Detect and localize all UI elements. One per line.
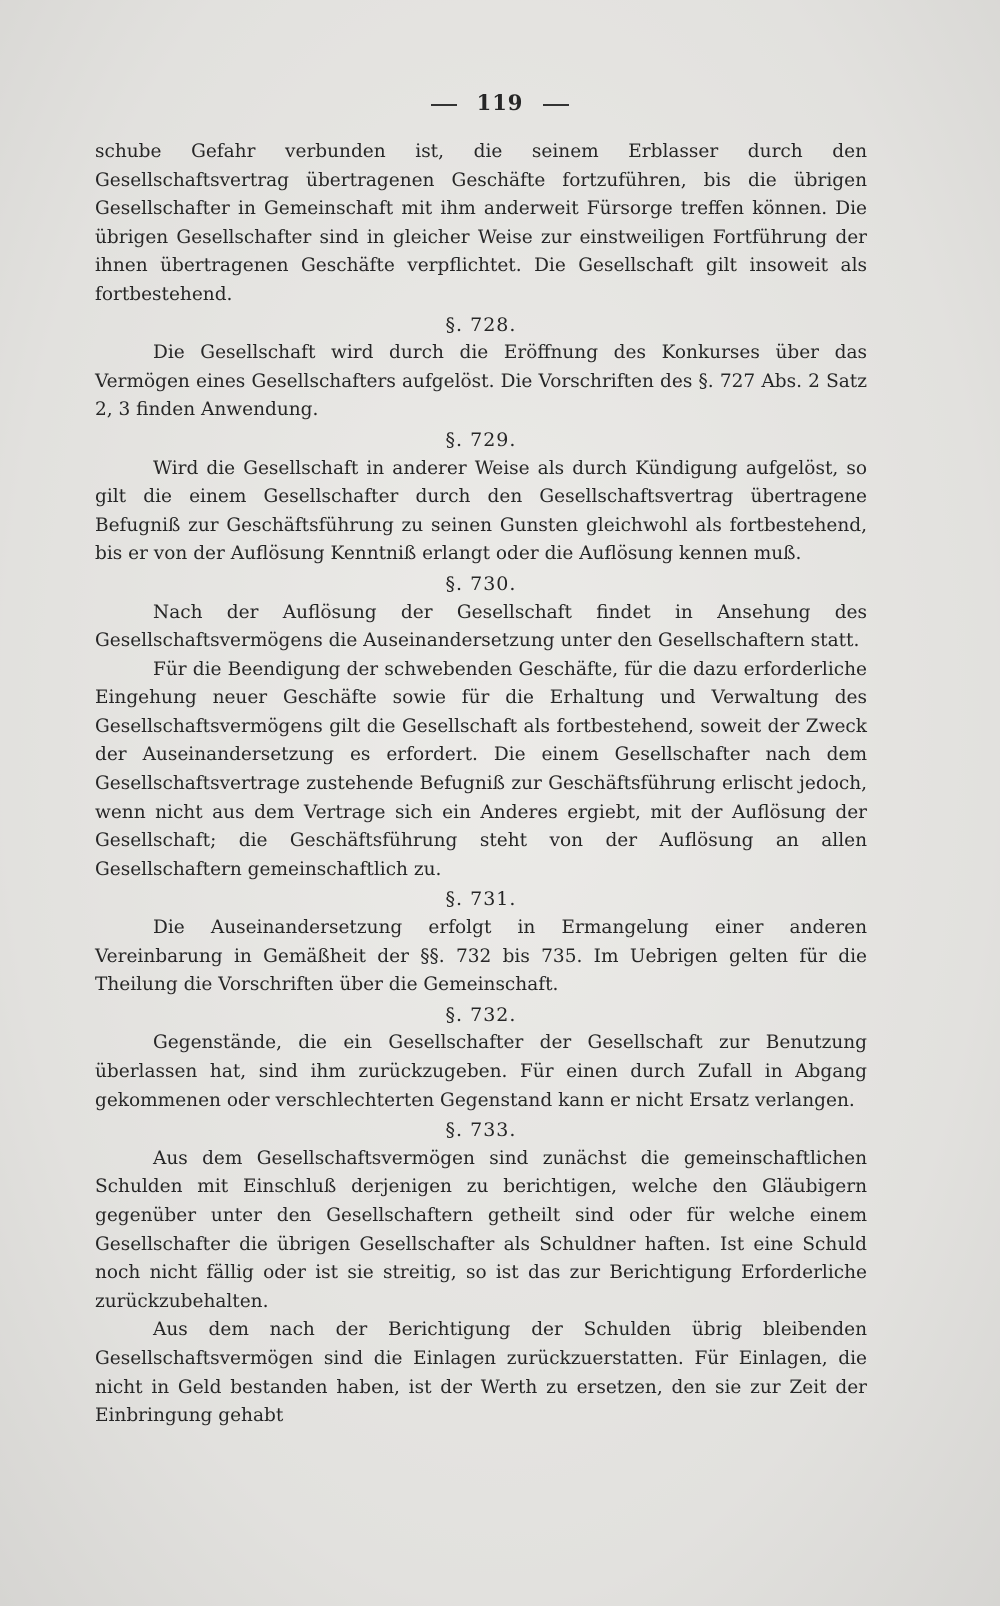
page-header: [0, 90, 1000, 115]
section-heading: §. 728.: [445, 313, 517, 336]
paragraph: Gegenstände, die ein Gesellschafter der Gesellschaft zur Benutzung überlassen hat, sind ihm zurückzugeben. Für einen durch Zufall in Abgang gekommenen oder verschlechterten Gegenstand kann er nicht Ersatz verlangen.: [95, 1032, 867, 1111]
paragraph: Die Gesellschaft wird durch die Eröffnung des Konkurses über das Vermögen eines Gesellschafters aufgelöst. Die Vorschriften des §. 727 Abs. 2 Satz 2, 3 finden Anwendung.: [95, 342, 867, 421]
paragraph: Wird die Gesellschaft in anderer Weise als durch Kündigung aufgelöst, so gilt die einem Gesellschafter durch den Gesellschaftsvertrag übertragene Befugniß zur Geschäftsführung zu seinen Gunsten gleichwohl als fortbestehend, bis er von der Auflösung Kenntniß erlangt oder die Auflösung kennen muß.: [95, 457, 867, 565]
section-heading: §. 731.: [445, 888, 517, 911]
page-number: 119: [476, 90, 524, 115]
section-heading: §. 729.: [445, 428, 517, 451]
section-heading: §. 732.: [445, 1003, 517, 1026]
paragraph: Nach der Auflösung der Gesellschaft findet in Ansehung des Gesellschaftsvermögens die Auseinandersetzung unter den Gesellschaftern statt.: [95, 601, 867, 652]
paragraph: Aus dem nach der Berichtigung der Schulden übrig bleibenden Gesellschaftsvermögen sind die Einlagen zurückzuerstatten. Für Einlagen, die nicht in Geld bestanden haben, ist der Werth zu ersetzen, den sie zur Zeit der Einbringung gehabt: [95, 1319, 867, 1427]
paragraph: Die Auseinandersetzung erfolgt in Ermangelung einer anderen Vereinbarung in Gemäßheit der §§. 732 bis 735. Im Uebrigen gelten für die Theilung die Vorschriften über die Gemeinschaft.: [95, 917, 867, 996]
paragraph: schube Gefahr verbunden ist, die seinem Erblasser durch den Gesellschaftsvertrag übertragenen Geschäfte fortzuführen, bis die übrigen Gesellschafter in Gemeinschaft mit ihm anderweit Fürsorge treffen können. Die übrigen Gesellschafter sind in gleicher Weise zur einstweiligen Fortführung der ihnen übertragenen Geschäfte verpflichtet. Die Gesellschaft gilt insoweit als fortbestehend.: [95, 141, 867, 305]
section-heading: §. 730.: [445, 572, 517, 595]
section-heading: §. 733.: [445, 1119, 517, 1142]
header-dash-left: [431, 104, 457, 106]
body-text: [95, 138, 867, 1431]
paragraph: Aus dem Gesellschaftsvermögen sind zunächst die gemeinschaftlichen Schulden mit Einschluß derjenigen zu berichtigen, welche den Gläubigern gegenüber unter den Gesellschaftern getheilt sind oder für welche einem Gesellschafter die übrigen Gesellschafter als Schuldner haften. Ist eine Schuld noch nicht fällig oder ist sie streitig, so ist das zur Berichtigung Erforderliche zurückzubehalten.: [95, 1147, 867, 1312]
paragraph: Für die Beendigung der schwebenden Geschäfte, für die dazu erforderliche Eingehung neuer Geschäfte sowie für die Erhaltung und Verwaltung des Gesellschaftsvermögens gilt die Gesellschaft als fortbestehend, soweit der Zweck der Auseinandersetzung es erfordert. Die einem Gesellschafter nach dem Gesellschaftsvertrage zustehende Befugniß zur Geschäftsführung erlischt jedoch, wenn nicht aus dem Vertrage sich ein Anderes ergiebt, mit der Auflösung der Gesellschaft; die Geschäftsführung steht von der Auflösung an allen Gesellschaftern gemeinschaftlich zu.: [95, 658, 867, 880]
header-dash-right: [543, 104, 569, 106]
